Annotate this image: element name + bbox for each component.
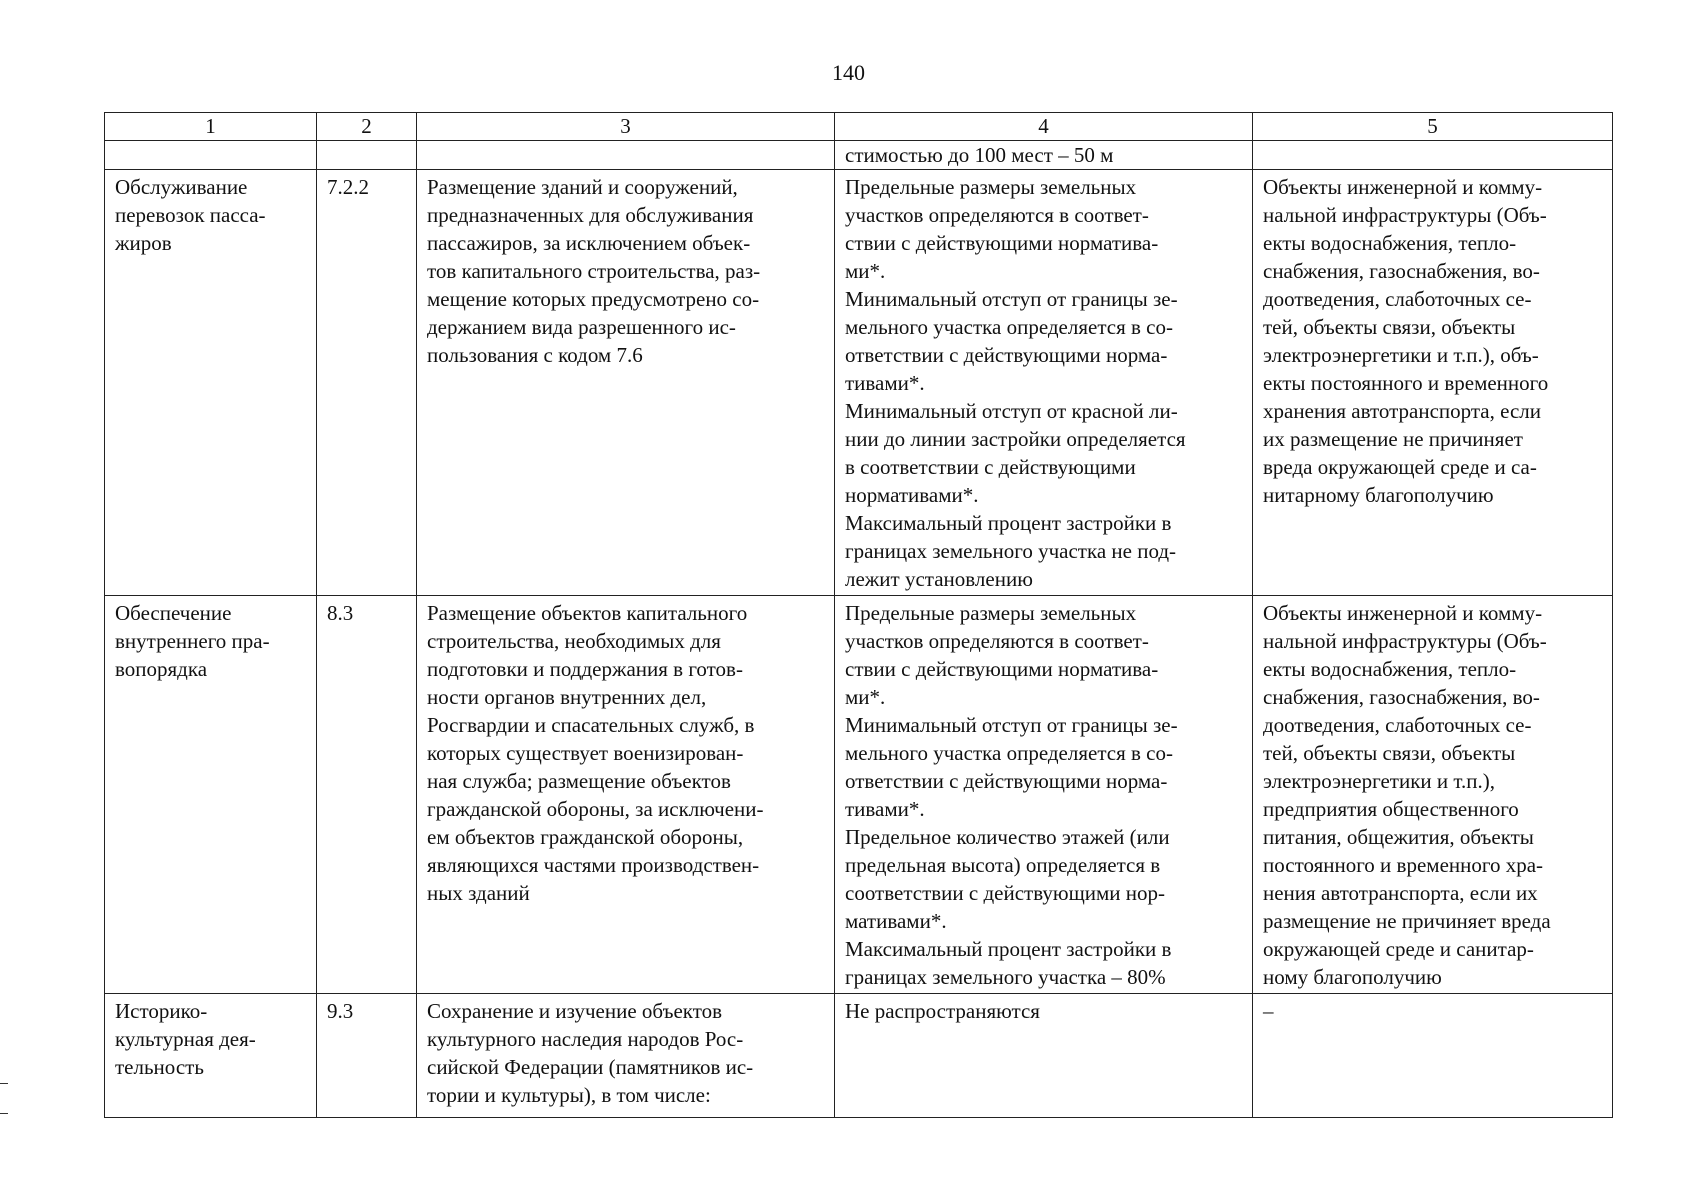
cell-text-line: снабжения, газоснабжения, во-	[1263, 259, 1540, 283]
use-description-cell	[417, 994, 835, 1118]
cell-text-line: Обслуживание	[115, 175, 248, 199]
cell-text-line: –	[1263, 999, 1274, 1023]
auxiliary-uses-cell	[1253, 994, 1613, 1118]
table-row	[105, 994, 1613, 1118]
column-number: 5	[1253, 113, 1613, 141]
regulations-table	[104, 112, 1613, 1118]
cell-text-line: вреда окружающей среде и са-	[1263, 455, 1537, 479]
use-description-cell	[417, 596, 835, 994]
cell-text-line: их размещение не причиняет	[1263, 427, 1523, 451]
cell-text-line: перевозок пасса-	[115, 203, 266, 227]
cell-text-line: постоянного и временного хра-	[1263, 853, 1544, 877]
cell-text-line: являющихся частями производствен-	[427, 853, 760, 877]
cell-text-line: тивами*.	[845, 797, 925, 821]
continuation-row	[105, 141, 1613, 170]
cell-text-line: Объекты инженерной и комму-	[1263, 601, 1543, 625]
cell-text-line: пассажиров, за исключением объек-	[427, 231, 751, 255]
cell-text-line: снабжения, газоснабжения, во-	[1263, 685, 1540, 709]
cell-text-line: жиров	[115, 231, 172, 255]
cell-text-line: предельная высота) определяется в	[845, 853, 1161, 877]
cell-text-line: Максимальный процент застройки в	[845, 937, 1172, 961]
cell-text-line: нии до линии застройки определяется	[845, 427, 1186, 451]
cell-text-line: предприятия общественного	[1263, 797, 1519, 821]
cell-text-line: электроэнергетики и т.п.), объ-	[1263, 343, 1539, 367]
use-name-cell	[105, 994, 317, 1118]
cell-text-line: екты водоснабжения, тепло-	[1263, 231, 1517, 255]
cell-text-line: ми*.	[845, 259, 886, 283]
cell-text-line: доотведения, слаботочных се-	[1263, 713, 1532, 737]
cell-text-line: ствии с действующими норматива-	[845, 231, 1159, 255]
cell-text-line: нальной инфраструктуры (Объ-	[1263, 629, 1547, 653]
cell-text-line: тельность	[115, 1055, 204, 1079]
cell-text-line: внутреннего пра-	[115, 629, 270, 653]
cell-text-line: тов капитального строительства, раз-	[427, 259, 761, 283]
continuation-auxiliary-cell	[1253, 141, 1613, 170]
cell-text-line: доотведения, слаботочных се-	[1263, 287, 1532, 311]
cell-text-line: хранения автотранспорта, если	[1263, 399, 1542, 423]
cell-text-line: ных зданий	[427, 881, 530, 905]
cell-text-line: мельного участка определяется в со-	[845, 315, 1173, 339]
column-number: 1	[105, 113, 317, 141]
cell-text-line: ответствии с действующими норма-	[845, 769, 1168, 793]
cell-text-line: ствии с действующими норматива-	[845, 657, 1159, 681]
cell-text-line: Объекты инженерной и комму-	[1263, 175, 1543, 199]
cell-text-line: в соответствии с действующими	[845, 455, 1136, 479]
cell-text-line: Предельные размеры земельных	[845, 601, 1137, 625]
cell-text-line: подготовки и поддержания в готов-	[427, 657, 743, 681]
cell-text-line: участков определяются в соответ-	[845, 629, 1149, 653]
cell-text-line: тей, объекты связи, объекты	[1263, 741, 1516, 765]
cell-text-line: Размещение зданий и сооружений,	[427, 175, 738, 199]
cell-text-line: нормативами*.	[845, 483, 979, 507]
cell-text-line: ми*.	[845, 685, 886, 709]
cell-text-line: электроэнергетики и т.п.),	[1263, 769, 1495, 793]
cell-text-line: границах земельного участка не под-	[845, 539, 1177, 563]
margin-mark	[0, 1083, 8, 1084]
use-name-cell	[105, 170, 317, 596]
cell-text-line: Предельное количество этажей (или	[845, 825, 1170, 849]
cell-text-line: соответствии с действующими нор-	[845, 881, 1166, 905]
page-number: 140	[832, 60, 865, 85]
column-number: 4	[835, 113, 1253, 141]
cell-text-line: культурная дея-	[115, 1027, 256, 1051]
cell-text-line: ответствии с действующими норма-	[845, 343, 1168, 367]
cell-text-line: Размещение объектов капитального	[427, 601, 748, 625]
continuation-code-cell	[317, 141, 417, 170]
cell-text-line: держанием вида разрешенного ис-	[427, 315, 736, 339]
parameters-cell	[835, 596, 1253, 994]
cell-text-line: Росгвардии и спасательных служб, в	[427, 713, 755, 737]
cell-text-line: нальной инфраструктуры (Объ-	[1263, 203, 1547, 227]
cell-text-line: мещение которых предусмотрено со-	[427, 287, 760, 311]
parameters-cell	[835, 994, 1253, 1118]
auxiliary-uses-cell	[1253, 170, 1613, 596]
use-description-cell	[417, 170, 835, 596]
cell-text-line: участков определяются в соответ-	[845, 203, 1149, 227]
use-code-cell: 7.2.2	[317, 170, 417, 596]
column-number: 2	[317, 113, 417, 141]
cell-text-line: строительства, необходимых для	[427, 629, 721, 653]
cell-text-line: границах земельного участка – 80%	[845, 965, 1166, 989]
column-number-row	[105, 113, 1613, 141]
cell-text-line: пользования с кодом 7.6	[427, 343, 643, 367]
cell-text-line: екты постоянного и временного	[1263, 371, 1549, 395]
cell-text-line: мельного участка определяется в со-	[845, 741, 1173, 765]
cell-text-line: Сохранение и изучение объектов	[427, 999, 723, 1023]
cell-text-line: мативами*.	[845, 909, 947, 933]
table-row	[105, 596, 1613, 994]
use-name-cell	[105, 596, 317, 994]
auxiliary-uses-cell	[1253, 596, 1613, 994]
use-code-cell: 8.3	[317, 596, 417, 994]
cell-text-line: Минимальный отступ от границы зе-	[845, 287, 1178, 311]
margin-mark	[0, 1113, 8, 1114]
cell-text-line: нитарному благополучию	[1263, 483, 1494, 507]
cell-text-line: ем объектов гражданской обороны,	[427, 825, 744, 849]
cell-text-line: ному благополучию	[1263, 965, 1442, 989]
use-code-cell: 9.3	[317, 994, 417, 1118]
cell-text-line: Обеспечение	[115, 601, 232, 625]
cell-text-line: предназначенных для обслуживания	[427, 203, 754, 227]
cell-text-line: тивами*.	[845, 371, 925, 395]
cell-text-line: Максимальный процент застройки в	[845, 511, 1172, 535]
column-number: 3	[417, 113, 835, 141]
cell-text-line: Предельные размеры земельных	[845, 175, 1137, 199]
cell-text-line: размещение не причиняет вреда	[1263, 909, 1551, 933]
cell-text-line: Не распространяются	[845, 999, 1040, 1023]
cell-text-line: которых существует военизирован-	[427, 741, 744, 765]
cell-text-line: ности органов внутренних дел,	[427, 685, 707, 709]
cell-text-line: сийской Федерации (памятников ис-	[427, 1055, 754, 1079]
continuation-parameters-cell: стимостью до 100 мест – 50 м	[835, 141, 1253, 170]
cell-text-line: культурного наследия народов Рос-	[427, 1027, 744, 1051]
table-row	[105, 170, 1613, 596]
cell-text-line: окружающей среде и санитар-	[1263, 937, 1534, 961]
cell-text-line: Минимальный отступ от границы зе-	[845, 713, 1178, 737]
cell-text-line: екты водоснабжения, тепло-	[1263, 657, 1517, 681]
cell-text-line: лежит установлению	[845, 567, 1033, 591]
cell-text-line: Историко-	[115, 999, 208, 1023]
cell-text-line: гражданской обороны, за исключени-	[427, 797, 764, 821]
cell-text-line: Минимальный отступ от красной ли-	[845, 399, 1178, 423]
cell-text-line: питания, общежития, объекты	[1263, 825, 1534, 849]
continuation-description-cell	[417, 141, 835, 170]
parameters-cell	[835, 170, 1253, 596]
cell-text-line: ная служба; размещение объектов	[427, 769, 731, 793]
continuation-name-cell	[105, 141, 317, 170]
cell-text-line: вопорядка	[115, 657, 208, 681]
cell-text-line: тории и культуры), в том числе:	[427, 1083, 711, 1107]
cell-text-line: нения автотранспорта, если их	[1263, 881, 1538, 905]
cell-text-line: тей, объекты связи, объекты	[1263, 315, 1516, 339]
